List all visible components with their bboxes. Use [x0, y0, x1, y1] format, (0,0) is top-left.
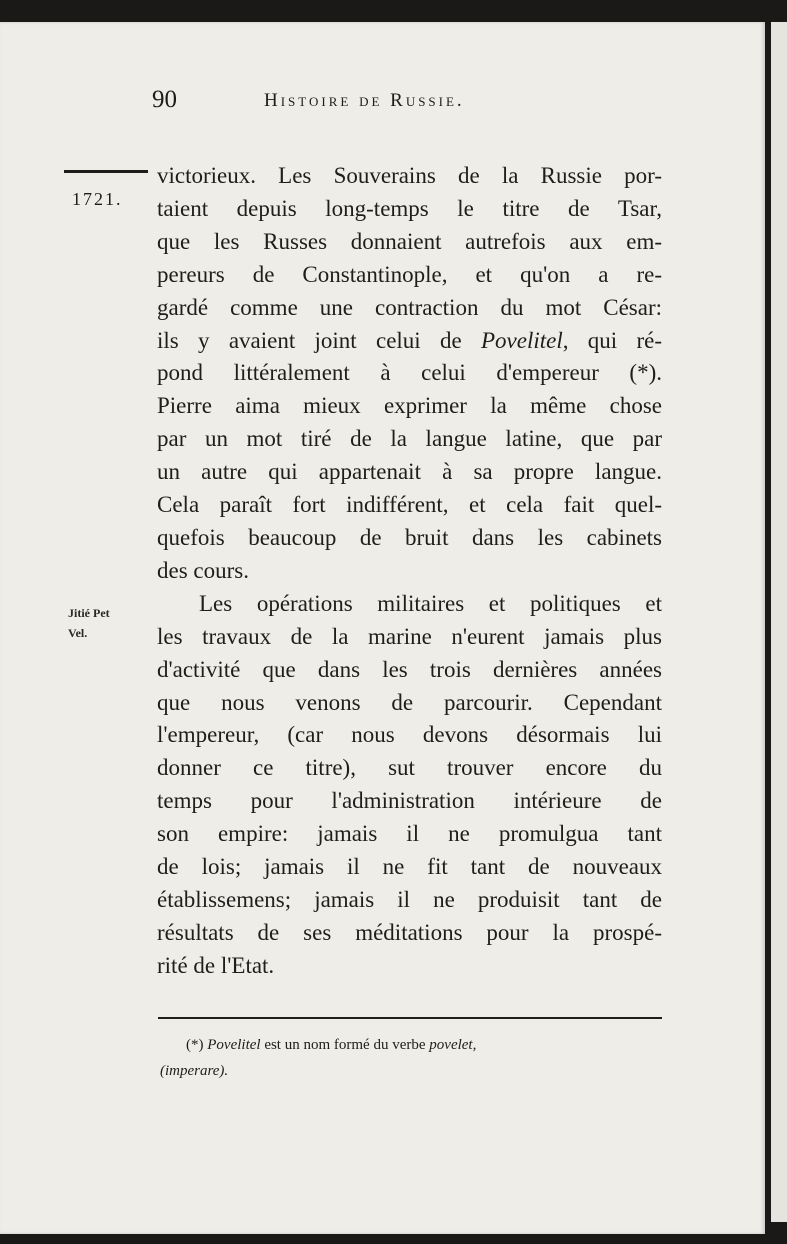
text-line: quefois beaucoup de bruit dans les cabinets [157, 524, 662, 550]
text-line: résultats de ses méditations pour la prospé- [157, 919, 662, 945]
text-line: établissemens; jamais il ne produisit tant de [157, 886, 662, 912]
margin-note-line2: Vel. [68, 626, 88, 640]
text-line: pond littéralement à celui d'empereur (*). [157, 360, 662, 386]
footnote-line-1 [160, 1032, 665, 1058]
text-line: de lois; jamais il ne fit tant de nouveaux [157, 854, 662, 880]
text-line: que les Russes donnaient autrefois aux em- [157, 228, 662, 254]
text-segment: , qui ré- [562, 327, 662, 353]
text-line: des cours. [157, 557, 249, 583]
page-number: 90 [152, 86, 177, 113]
text-line: d'activité que dans les trois dernières années [157, 656, 662, 682]
text-line: Pierre aima mieux exprimer la même chose [157, 393, 662, 419]
text-line: Les opérations militaires et politiques et [199, 590, 662, 616]
paragraph-2 [157, 588, 662, 983]
body-text [157, 160, 662, 983]
text-segment: ils y avaient joint celui de [157, 327, 481, 353]
text-line: l'empereur, (car nous devons désormais lui [157, 722, 662, 748]
next-page-edge [771, 22, 787, 1222]
margin-rule [64, 170, 148, 173]
footnote-line-2 [160, 1058, 665, 1084]
footnote-verb: povelet, [429, 1037, 477, 1053]
footnote-latin: (imperare). [160, 1063, 229, 1079]
footnote-text: est un nom formé du verbe [264, 1037, 426, 1053]
margin-note-line1: Jitié Pet [68, 606, 110, 620]
footnote-marker: (*) [186, 1037, 204, 1053]
text-line: victorieux. Les Souverains de la Russie por- [157, 163, 662, 188]
footnote-rule [158, 1017, 662, 1019]
text-line: gardé comme une contraction du mot César: [157, 294, 662, 320]
text-line: par un mot tiré de la langue latine, que par [157, 426, 662, 452]
paragraph-1 [157, 160, 662, 588]
text-line: Cela paraît fort indifférent, et cela fait quel- [157, 492, 662, 518]
footnote-term: Povelitel [207, 1037, 261, 1053]
text-line: rité de l'Etat. [157, 952, 275, 978]
text-line: les travaux de la marine n'eurent jamais plus [157, 623, 662, 649]
text-line: son empire: jamais il ne promulgua tant [157, 821, 662, 847]
text-line: pereurs de Constantinople, et qu'on a re- [157, 261, 662, 287]
text-line: taient depuis long-temps le titre de Tsar, [157, 195, 662, 221]
text-line: temps pour l'administration intérieure de [157, 788, 662, 814]
page-header [152, 84, 662, 120]
text-line-povelitel [157, 325, 662, 358]
running-title: Histoire de Russie. [264, 90, 465, 111]
italic-term: Povelitel [480, 327, 563, 353]
text-line: que nous venons de parcourir. Cependant [157, 689, 662, 715]
text-line: un autre qui appartenait à sa propre langue. [157, 459, 662, 485]
text-line: donner ce titre), sut trouver encore du [157, 755, 662, 781]
margin-year: 1721. [72, 189, 123, 209]
footnote [160, 1032, 665, 1084]
